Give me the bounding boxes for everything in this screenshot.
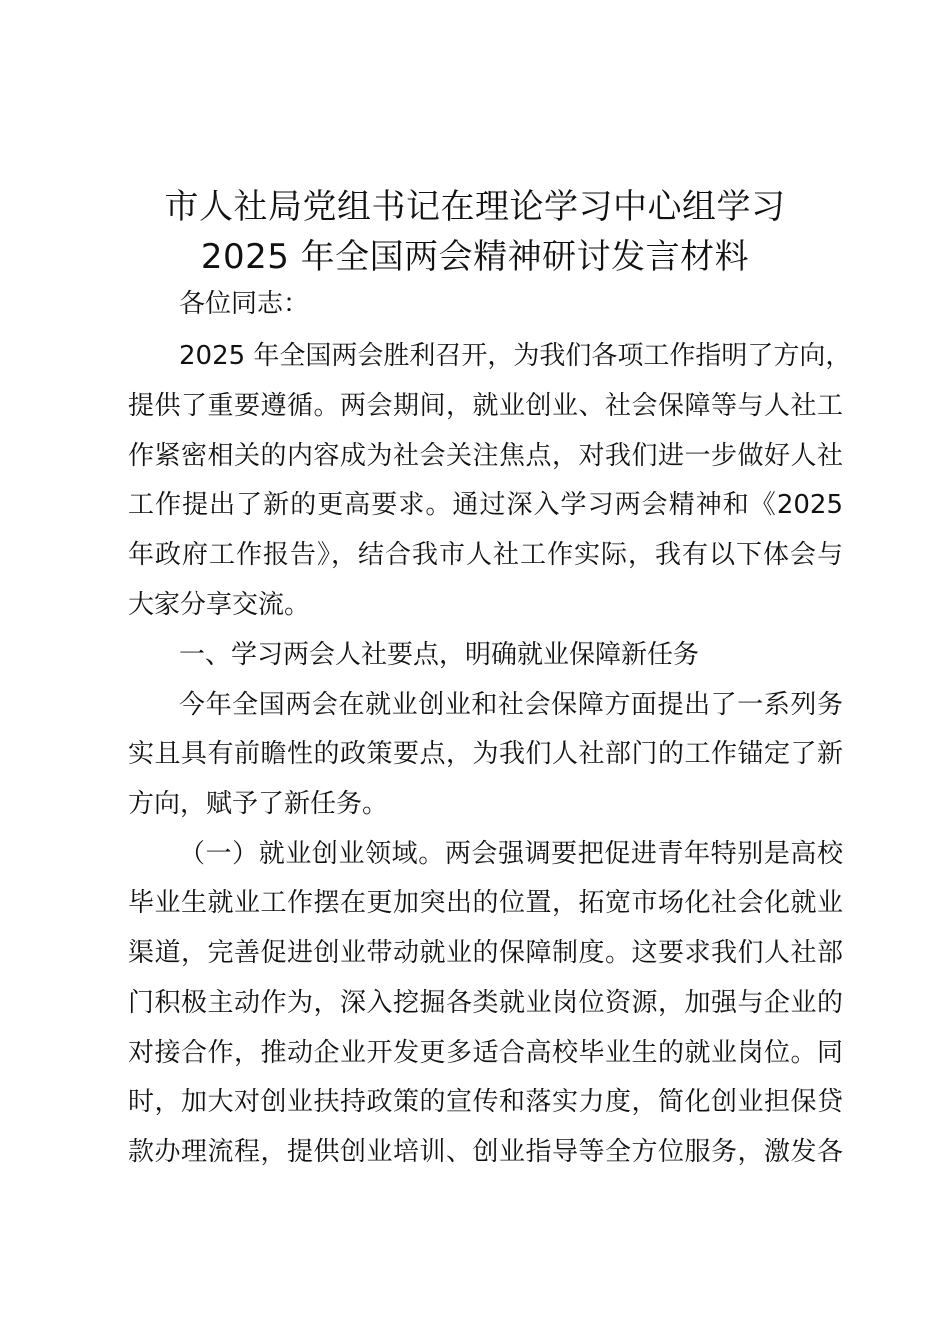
paragraph-line: 方向，赋予了新任务。 — [128, 789, 389, 819]
section-heading: 一、学习两会人社要点，明确就业保障新任务 — [179, 640, 700, 670]
paragraph-line: 大家分享交流。 — [128, 590, 311, 620]
paragraph-line: 毕业生就业工作摆在更加突出的位置，拓宽市场化社会化就业 — [128, 888, 843, 918]
document-title-line-1: 市人社局党组书记在理论学习中心组学习 — [164, 187, 786, 227]
paragraph-line: 门积极主动作为，深入挖掘各类就业岗位资源，加强与企业的 — [128, 988, 843, 1018]
paragraph-line: 时，加大对创业扶持政策的宣传和落实力度，简化创业担保贷 — [128, 1087, 843, 1117]
paragraph-line: 年政府工作报告》，结合我市人社工作实际，我有以下体会与 — [128, 540, 843, 570]
document-title-line-2: 2025 年全国两会精神研讨发言材料 — [200, 237, 750, 277]
paragraph-line: 作紧密相关的内容成为社会关注焦点，对我们进一步做好人社 — [128, 441, 843, 471]
greeting: 各位同志： — [179, 289, 310, 319]
paragraph-line: 今年全国两会在就业创业和社会保障方面提出了一系列务 — [179, 690, 843, 720]
paragraph-line: 渠道，完善促进创业带动就业的保障制度。这要求我们人社部 — [128, 938, 843, 968]
paragraph-line: 提供了重要遵循。两会期间，就业创业、社会保障等与人社工 — [128, 391, 843, 421]
paragraph-line: 2025 年全国两会胜利召开，为我们各项工作指明了方向， — [179, 341, 852, 371]
paragraph-line: 实且具有前瞻性的政策要点，为我们人社部门的工作锚定了新 — [128, 739, 843, 769]
paragraph-line: 对接合作，推动企业开发更多适合高校毕业生的就业岗位。同 — [128, 1038, 843, 1068]
paragraph-line: 工作提出了新的更高要求。通过深入学习两会精神和《2025 — [128, 490, 843, 520]
paragraph-line: （一）就业创业领域。两会强调要把促进青年特别是高校 — [179, 839, 843, 869]
paragraph-line: 款办理流程，提供创业培训、创业指导等全方位服务，激发各 — [128, 1137, 843, 1167]
